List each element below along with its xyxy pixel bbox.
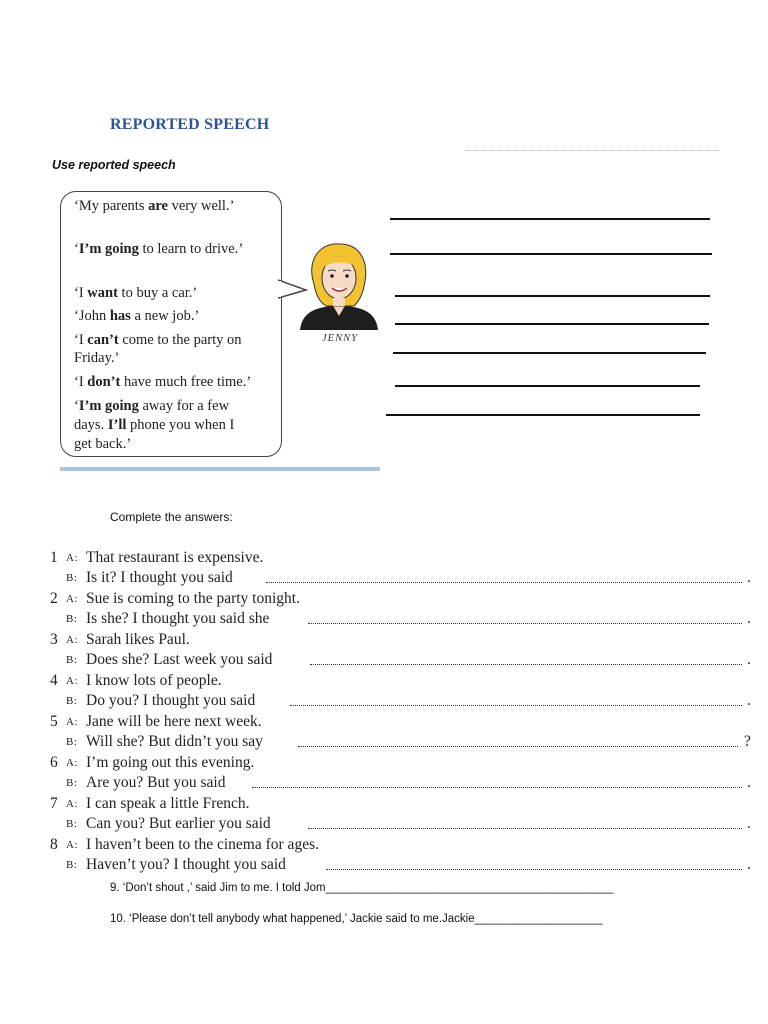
exercise-5-blank[interactable] [298,746,738,747]
quote-2: ‘I’m going to learn to drive.’ [74,241,244,257]
quote-1: ‘My parents are very well.’ [74,198,235,214]
answer-line-3[interactable] [395,295,710,297]
quote-5: ‘I can’t come to the party on [74,332,242,348]
answer-line-1[interactable] [390,218,710,220]
section-divider [60,467,380,471]
quote-7-cont: days. I’ll phone you when I [74,417,235,433]
instruction-text: Use reported speech [52,158,176,172]
exercise-1-a: 1 A: That restaurant is expensive. [50,549,264,566]
exercise-2-b: B: Is she? I thought you said she . [66,610,751,627]
exercise-4-a: 4 A: I know lots of people. [50,672,222,689]
exercise-7-blank[interactable] [308,828,742,829]
answer-line-2[interactable] [390,253,712,255]
quote-7-cont2: get back.’ [74,436,132,452]
exercise-9: 9. ‘Don’t shout ,’ said Jim to me. I told Jom_____________________________________________ [110,882,614,894]
complete-heading: Complete the answers: [110,510,233,524]
quote-3: ‘I want to buy a car.’ [74,285,198,301]
quote-7: ‘I’m going away for a few [74,398,230,414]
exercise-1-blank[interactable] [266,582,742,583]
exercise-8-blank[interactable] [326,869,742,870]
quote-4: ‘John has a new job.’ [74,308,200,324]
jenny-portrait-illustration [296,240,382,330]
answer-line-7[interactable] [386,414,700,416]
exercise-3-blank[interactable] [310,664,742,665]
exercise-1-b: B: Is it? I thought you said . [66,569,751,586]
exercise-4-blank[interactable] [290,705,742,706]
exercise-3-b: B: Does she? Last week you said . [66,651,751,668]
answer-line-6[interactable] [395,385,700,387]
answer-line-5[interactable] [393,352,706,354]
exercise-6-b: B: Are you? But you said . [66,774,751,791]
exercise-6-a: 6 A: I’m going out this evening. [50,754,255,771]
exercise-5-b: B: Will she? But didn’t you say ? [66,733,751,750]
exercise-3-a: 3 A: Sarah likes Paul. [50,631,190,648]
exercise-7-a: 7 A: I can speak a little French. [50,795,250,812]
exercise-2-blank[interactable] [308,623,742,624]
exercise-10: 10. ‘Please don’t tell anybody what happened,’ Jackie said to me.Jackie____________________ [110,913,603,925]
exercise-5-a: 5 A: Jane will be here next week. [50,713,262,730]
exercise-8-a: 8 A: I haven’t been to the cinema for ages. [50,836,319,853]
faint-divider [465,150,720,152]
page-title: REPORTED SPEECH [110,116,270,133]
exercise-list [50,548,755,878]
answer-line-4[interactable] [395,323,709,325]
quote-5-cont: Friday.’ [74,350,120,366]
exercise-4-b: B: Do you? I thought you said . [66,692,751,709]
exercise-7-b: B: Can you? But earlier you said . [66,815,751,832]
quote-6: ‘I don’t have much free time.’ [74,374,252,390]
character-name: JENNY [322,333,358,344]
exercise-6-blank[interactable] [252,787,742,788]
exercise-8-b: B: Haven’t you? I thought you said . [66,856,751,873]
exercise-2-a: 2 A: Sue is coming to the party tonight. [50,590,300,607]
